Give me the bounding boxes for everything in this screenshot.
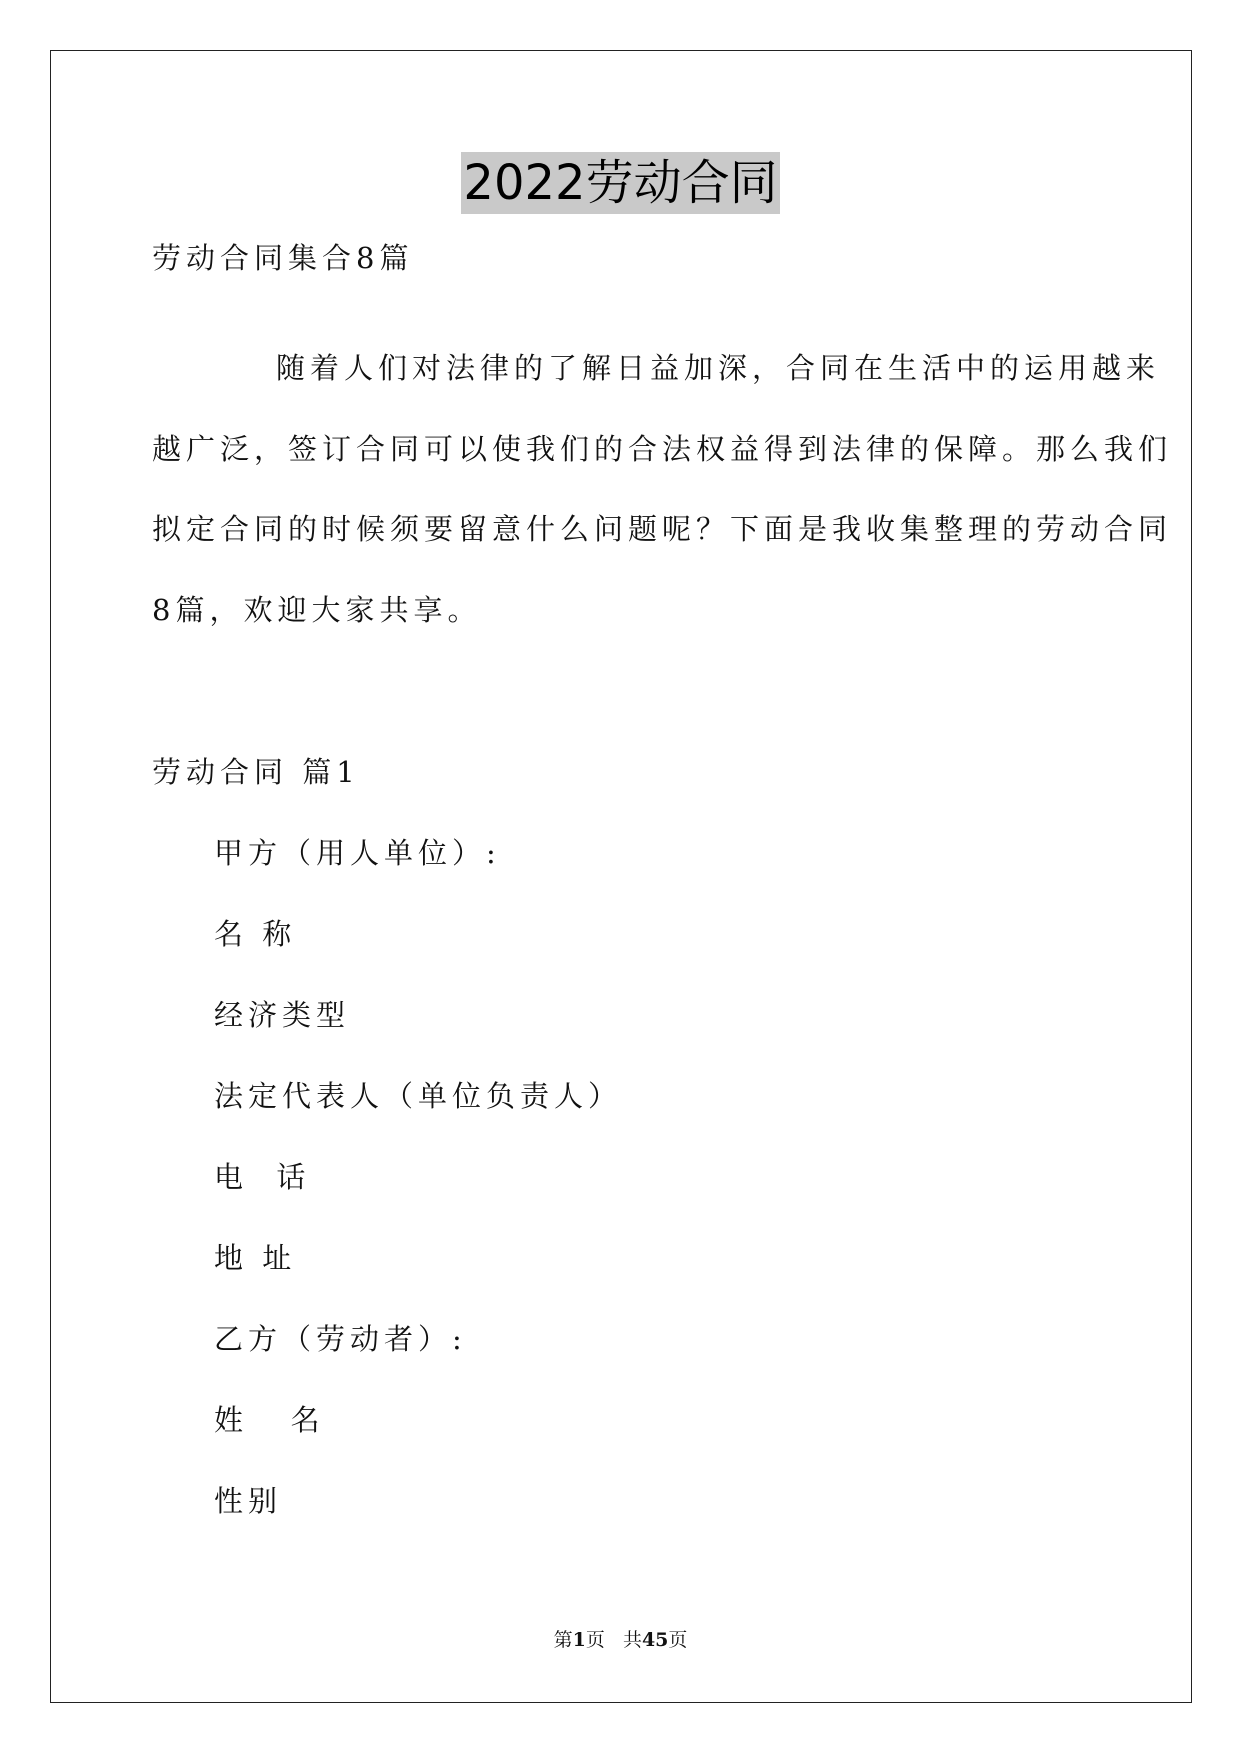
intro-line-2: 越广泛，签订合同可以使我们的合法权益得到法律的保障。那么我们 (152, 432, 1173, 466)
field-name: 名 称 (214, 917, 297, 951)
intro-line-3: 拟定合同的时候须要留意什么问题呢？下面是我收集整理的劳动合同 (152, 512, 1173, 546)
document-subtitle: 劳动合同集合8篇 (152, 241, 414, 275)
field-phone: 电 话 (214, 1160, 311, 1194)
page-border (50, 50, 1192, 1703)
field-party-b: 乙方（劳动者）: (214, 1322, 467, 1356)
field-party-a: 甲方（用人单位）: (214, 836, 501, 870)
field-gender: 性别 (214, 1484, 283, 1518)
title-container (0, 152, 1241, 214)
footer-suffix: 页 (668, 1629, 688, 1651)
page-footer (0, 1627, 1241, 1653)
section-heading: 劳动合同 篇1 (152, 755, 360, 789)
footer-middle: 页 共 (585, 1629, 642, 1651)
footer-prefix: 第 (553, 1629, 573, 1651)
document-title: 2022劳动合同 (461, 152, 779, 214)
footer-page-number: 1 (572, 1629, 586, 1651)
intro-line-4: 8篇，欢迎大家共享。 (152, 593, 482, 627)
footer-total-pages: 45 (641, 1629, 669, 1651)
field-legal-representative: 法定代表人（单位负责人） (214, 1079, 623, 1113)
field-economic-type: 经济类型 (214, 998, 351, 1032)
field-full-name: 姓 名 (214, 1403, 325, 1437)
field-address: 地 址 (214, 1241, 297, 1275)
intro-line-1: 随着人们对法律的了解日益加深，合同在生活中的运用越来 (276, 351, 1161, 385)
